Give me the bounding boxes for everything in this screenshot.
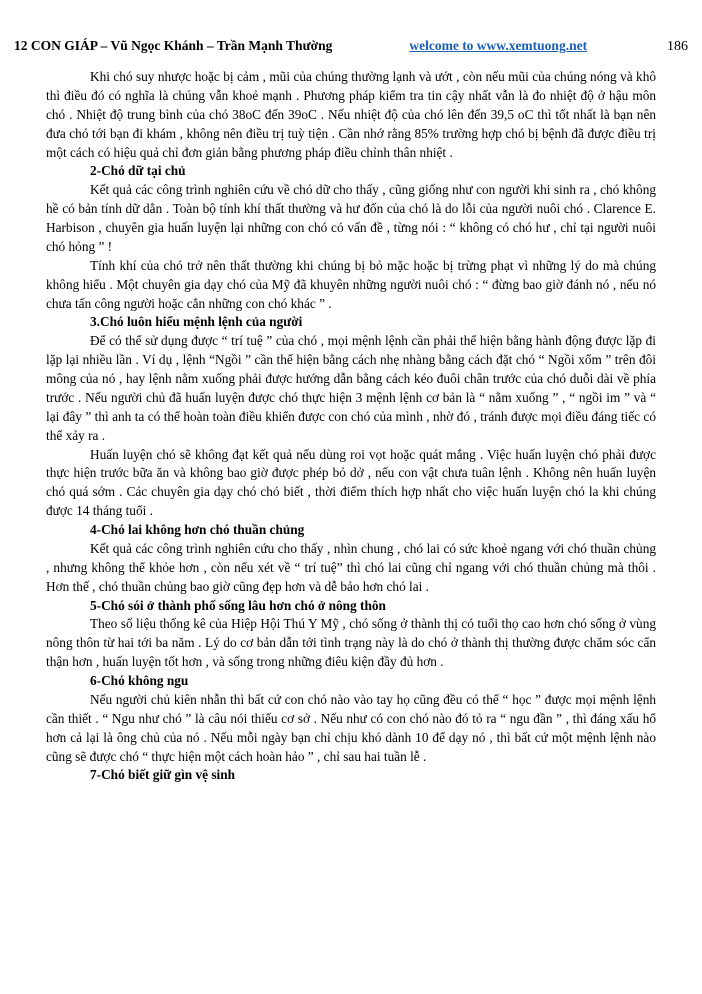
section-heading: 2-Chó dữ tại chủ (90, 163, 186, 179)
page-number: 186 (667, 39, 688, 54)
paragraph: Tính khí của chó trở nên thất thường khi chúng bị bỏ mặc hoặc bị trừng phạt vì những lý do mà chúng không hiểu . Một chuyên gia dạy chó của Mỹ đã khuyên những người nuôi chó : “ đừng bao giờ đánh nó , nếu nó chưa tấn công người hoặc cắn những con chó khác ” . (46, 257, 656, 311)
section-heading: 5-Chó sói ở thành phố sống lâu hơn chó ở nông thôn (90, 597, 386, 613)
paragraph: Để có thể sử dụng được “ trí tuệ ” của chó , mọi mệnh lệnh cần phải thể hiện bằng hành động được lặp đi lặp lại nhiều lần . Ví dụ , lệnh “Ngồi ” cần thể hiện bằng cách nhẹ nhàng bằng cách đặt chó “ Ngồi xổm ” trên đôi mông của nó , hay lệnh nằm xuống phải được hướng dẫn bằng cách kéo đuôi chân trước của chó duỗi dài về phía trước . Nếu người chủ đã huấn luyện được chó thực hiện 3 mệnh lệnh cơ bản là “ nằm xuống ” , “ ngồi im ” và “ lại đây ” thì anh ta có thể hoàn toàn điều khiển được con chó của mình , nhờ đó , tránh được mọi điều đáng tiếc có thể xảy ra . (46, 333, 656, 443)
paragraph: Huấn luyện chó sẽ không đạt kết quả nếu dùng roi vọt hoặc quát mắng . Việc huấn luyện chó phải được thực hiện trước bữa ăn và không bao giờ được phép bỏ dở , nếu con vật chưa tuân lệnh . Không nên huấn luyện chó quá sớm . Các chuyên gia dạy chó chó biết , thời điểm thích hợp nhất cho việc huấn luyện chó la khi chúng được 14 tháng tuổi . (46, 446, 656, 519)
section-heading: 3.Chó luôn hiểu mệnh lệnh của người (90, 314, 303, 330)
paragraph: Kết quả các công trình nghiên cứu về chó dữ cho thấy , cũng giống như con người khi sinh ra , chó không hề có bản tính dữ dằn . Toàn bộ tính khí thất thường và hư đốn của chó là do lỗi của người nuôi chó . Clarence E. Harbison , chuyên gia huấn luyện lại những con chó có vấn đề , từng nói : “ không có chó hư , chỉ tại người nuôi chó hỏng ” ! (46, 182, 656, 254)
section-heading: 4-Chó lai không hơn chó thuần chủng (90, 522, 305, 537)
section-heading: 7-Chó biết giữ gìn vệ sinh (90, 767, 236, 783)
header-website-link[interactable]: welcome to www.xemtuong.net (409, 38, 588, 53)
paragraph: Theo số liệu thống kê của Hiệp Hội Thú Y Mỹ , chó sống ở thành thị có tuổi thọ cao hơn chó sống ở vùng nông thôn từ hai tới ba năm . Lý do cơ bản dẫn tới tình trạng này là do chó ở thành thị thường được chăm sóc cẩn thận hơn , huấn luyện tốt hơn , và sống trong những điêu kiện đầy đủ hơn . (46, 616, 656, 670)
paragraph: Kết quả các công trình nghiên cứu cho thấy , nhìn chung , chó lai có sức khoẻ ngang với chó thuần chủng , nhưng không thể khỏe hơn , còn nếu xét về “ trí tuệ” thì chó lai cũng chỉ ngang với chó thuần chủng mà thôi . Hơn thế , chó thuần chủng bao giờ cũng đẹp hơn và dễ bảo hơn chó lai . (46, 540, 656, 594)
section-heading: 6-Chó không ngu (90, 673, 189, 688)
document-body (46, 68, 656, 785)
page-header (14, 38, 688, 55)
paragraph: Nếu người chủ kiên nhẫn thì bất cứ con chó nào vào tay họ cũng đều có thể “ học ” được mọi mệnh lệnh cần thiết . “ Ngu như chó ” là câu nói thiếu cơ sở . Nếu như có con chó nào đó tỏ ra “ ngu đần ” , thì đáng xấu hổ hơn cả lại là ông chủ của nó . Nếu mỗi ngày bạn chỉ chịu khó dành 10 để dạy nó , thì bất cứ một mệnh lệnh nào cũng sẽ được chó “ thực hiện một cách hoàn hảo ” , chỉ sau hai tuần lễ . (46, 691, 656, 764)
header-book-title: 12 CON GIÁP – Vũ Ngọc Khánh – Trần Mạnh Thường (14, 38, 333, 53)
paragraph: Khi chó suy nhược hoặc bị cảm , mũi của chúng thường lạnh và ướt , còn nếu mũi của chúng nóng và khô thì điều đó có nghĩa là chúng vẫn khoẻ mạnh . Phương pháp kiểm tra tin cậy nhất vẫn là đo nhiệt độ ở hậu môn chó . Nhiệt độ trung bình của chó 38oC đến 39oC . Nếu nhiệt độ của chó lên đến 39,5 oC thì tốt nhất là bạn nên đưa chó tới bạn đi khám , không nên điều trị tuỳ tiện . Cần nhớ rằng 85% trường hợp chó bị bệnh đã được điều trị một cách có hiệu quả chỉ đơn giản bằng phương pháp điều chỉnh thân nhiệt . (46, 69, 656, 160)
